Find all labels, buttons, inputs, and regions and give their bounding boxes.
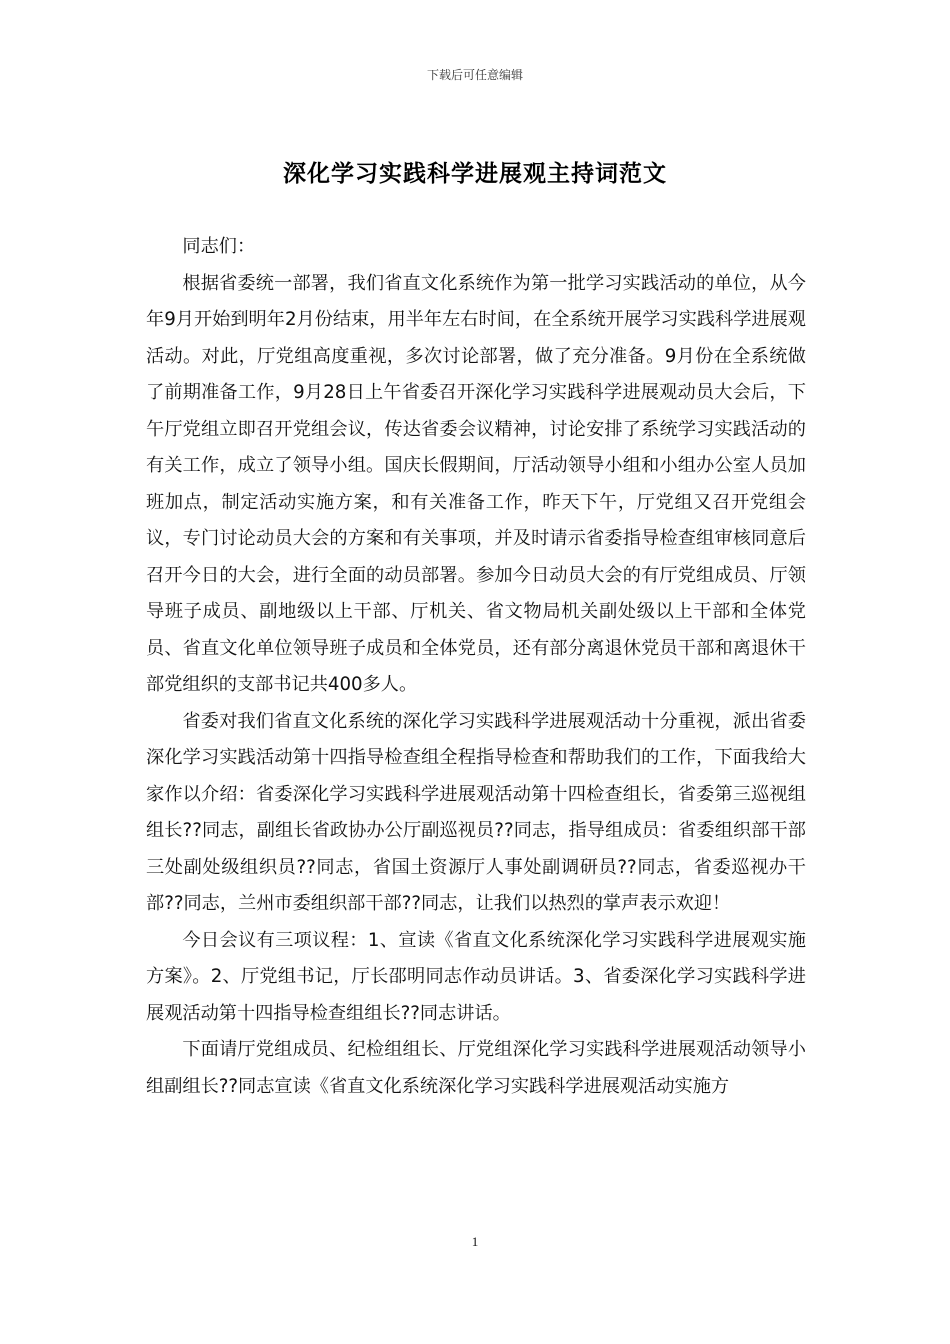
header-note: 下载后可任意编辑 [426, 68, 523, 82]
document-title: 深化学习实践科学进展观主持词范文 [283, 161, 667, 187]
salutation-paragraph: 同志们： [182, 236, 256, 257]
document-body [146, 229, 806, 1105]
body-paragraph: 根据省委统一部署，我们省直文化系统作为第一批学习实践活动的单位，从今年9月开始到明年2月份结束，用半年左右时间，在全系统开展学习实践科学进展观活动。对此，厅党组高度重视，多次讨论部署，做了充分准备。9月份在全系统做了前期准备工作，9月28日上午省委召开深化学习实践科学进展观动员大会后，下午厅党组立即召开党组会议，传达省委会议精神，讨论安排了系统学习实践活动的有关工作，成立了领导小组。国庆长假期间，厅活动领导小组和小组办公室人员加班加点，制定活动实施方案，和有关准备工作，昨天下午，厅党组又召开党组会议，专门讨论动员大会的方案和有关事项，并及时请示省委指导检查组审核同意后召开今日的大会，进行全面的动员部署。参加今日动员大会的有厅党组成员、厅领导班子成员、副地级以上干部、厅机关、省文物局机关副处级以上干部和全体党员、省直文化单位领导班子成员和全体党员，还有部分离退休党员干部和离退休干部党组织的支部书记共400多人。 [146, 272, 806, 695]
body-paragraph: 今日会议有三项议程：1、宣读《省直文化系统深化学习实践科学进展观实施方案》。2、厅党组书记，厅长邵明同志作动员讲话。3、省委深化学习实践科学进展观活动第十四指导检查组组长??同志讲话。 [146, 929, 806, 1024]
body-paragraph: 省委对我们省直文化系统的深化学习实践科学进展观活动十分重视，派出省委深化学习实践活动第十四指导检查组全程指导检查和帮助我们的工作，下面我给大家作以介绍：省委深化学习实践科学进展观活动第十四检查组长，省委第三巡视组组长??同志，副组长省政协办公厅副巡视员??同志，指导组成员：省委组织部干部三处副处级组织员??同志，省国土资源厅人事处副调研员??同志，省委巡视办干部??同志，兰州市委组织部干部??同志，让我们以热烈的掌声表示欢迎！ [146, 710, 806, 914]
page-number: 1 [471, 1234, 479, 1249]
body-paragraph: 下面请厅党组成员、纪检组组长、厅党组深化学习实践科学进展观活动领导小组副组长??同志宣读《省直文化系统深化学习实践科学进展观活动实施方 [146, 1039, 806, 1097]
